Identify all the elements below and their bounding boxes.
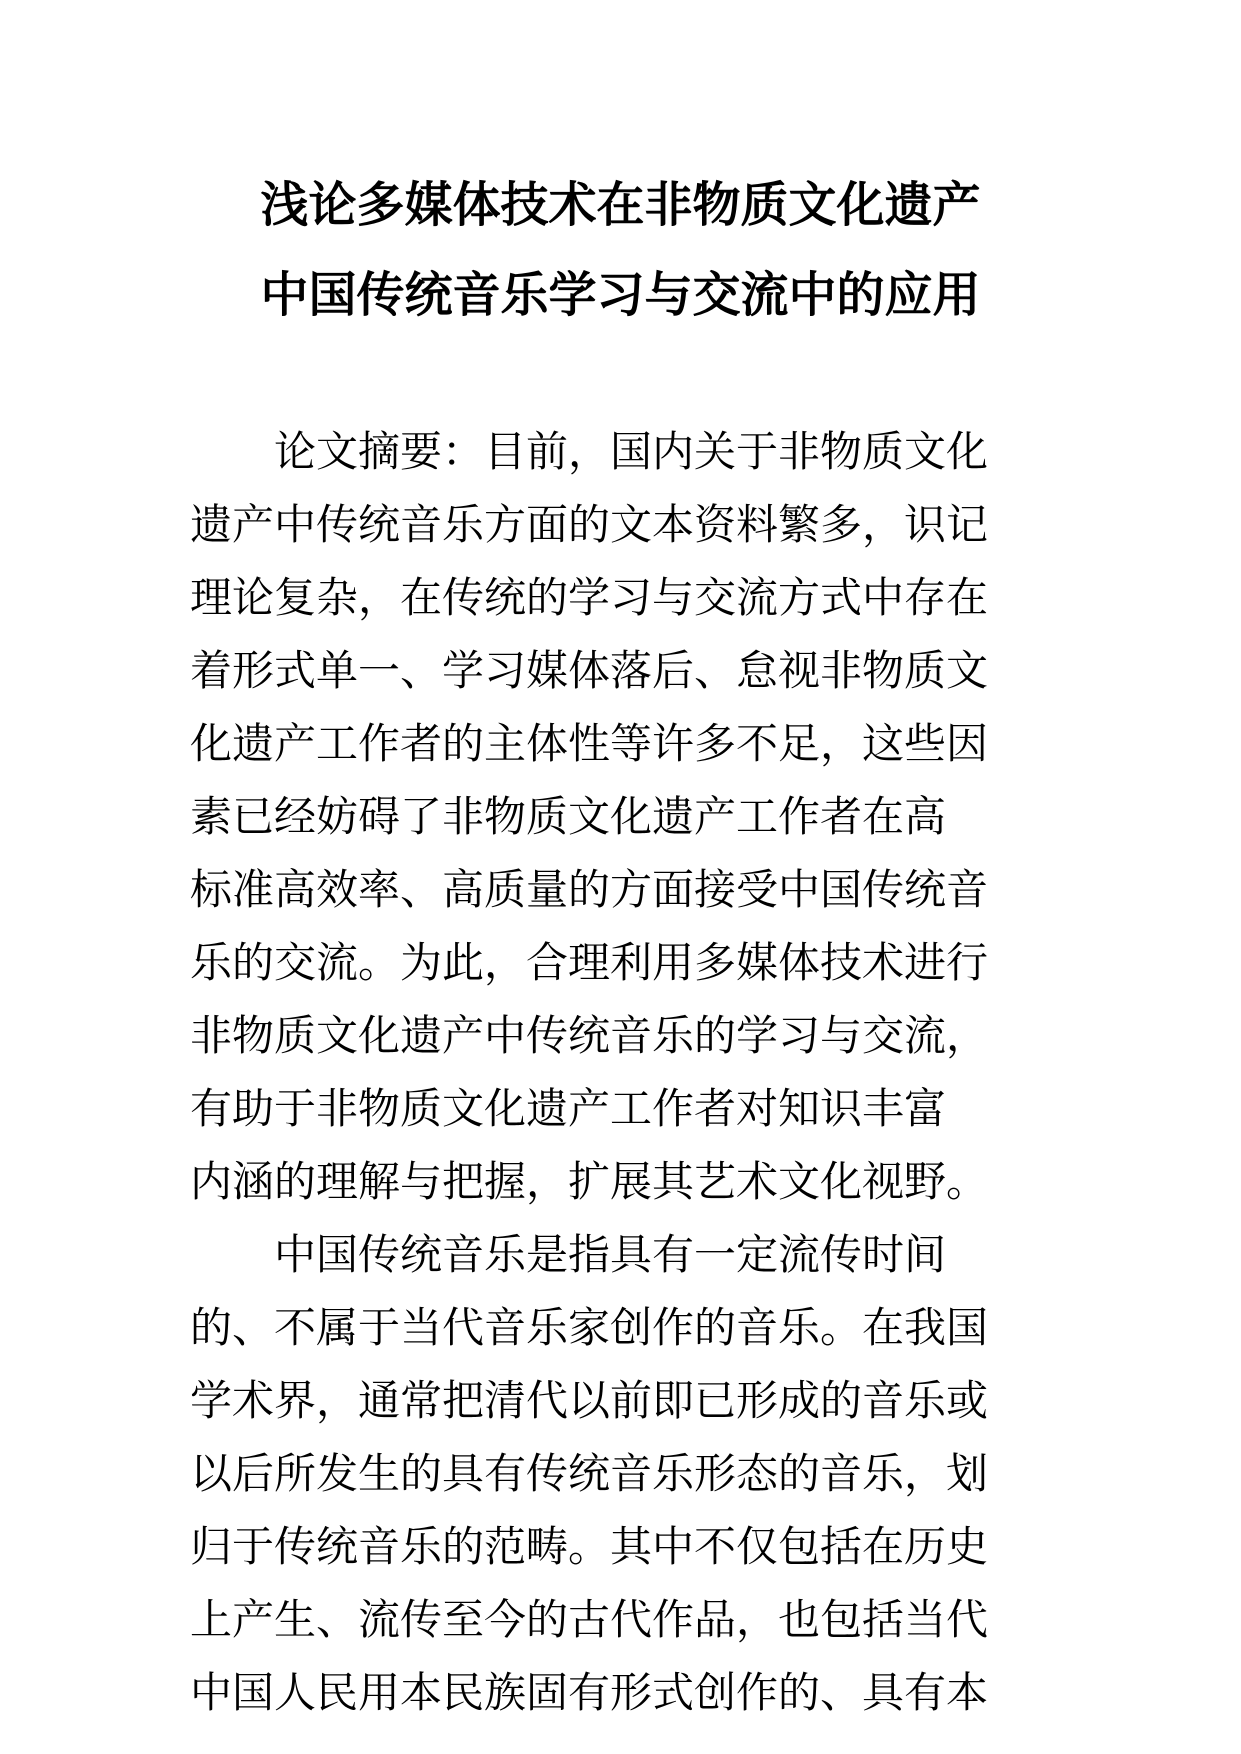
document-title-line-1: 浅论多媒体技术在非物质文化遗产 xyxy=(260,177,981,233)
body-line: 标准高效率、高质量的方面接受中国传统音 xyxy=(190,865,989,914)
body-line: 非物质文化遗产中传统音乐的学习与交流， xyxy=(190,1011,989,1060)
body-line: 中国传统音乐是指具有一定流传时间 xyxy=(190,1230,947,1279)
body-line: 归于传统音乐的范畴。其中不仅包括在历史 xyxy=(190,1522,989,1571)
body-line: 理论复杂，在传统的学习与交流方式中存在 xyxy=(190,573,989,622)
body-line: 着形式单一、学习媒体落后、怠视非物质文 xyxy=(190,646,989,695)
body-line: 以后所发生的具有传统音乐形态的音乐，划 xyxy=(190,1449,989,1498)
document-title-line-2: 中国传统音乐学习与交流中的应用 xyxy=(260,267,981,323)
body-line: 有助于非物质文化遗产工作者对知识丰富 xyxy=(190,1084,947,1133)
body-line: 化遗产工作者的主体性等许多不足，这些因 xyxy=(190,719,989,768)
body-line: 素已经妨碍了非物质文化遗产工作者在高 xyxy=(190,792,947,841)
body-line: 学术界，通常把清代以前即已形成的音乐或 xyxy=(190,1376,989,1425)
body-line: 中国人民用本民族固有形式创作的、具有本 xyxy=(190,1668,989,1717)
body-line: 乐的交流。为此，合理利用多媒体技术进行 xyxy=(190,938,989,987)
body-line: 论文摘要：目前，国内关于非物质文化 xyxy=(190,427,989,476)
body-line: 上产生、流传至今的古代作品，也包括当代 xyxy=(190,1595,989,1644)
body-line: 遗产中传统音乐方面的文本资料繁多，识记 xyxy=(190,500,989,549)
body-line: 的、不属于当代音乐家创作的音乐。在我国 xyxy=(190,1303,989,1352)
body-line: 内涵的理解与把握，扩展其艺术文化视野。 xyxy=(190,1157,989,1206)
document-body xyxy=(190,415,1070,1729)
